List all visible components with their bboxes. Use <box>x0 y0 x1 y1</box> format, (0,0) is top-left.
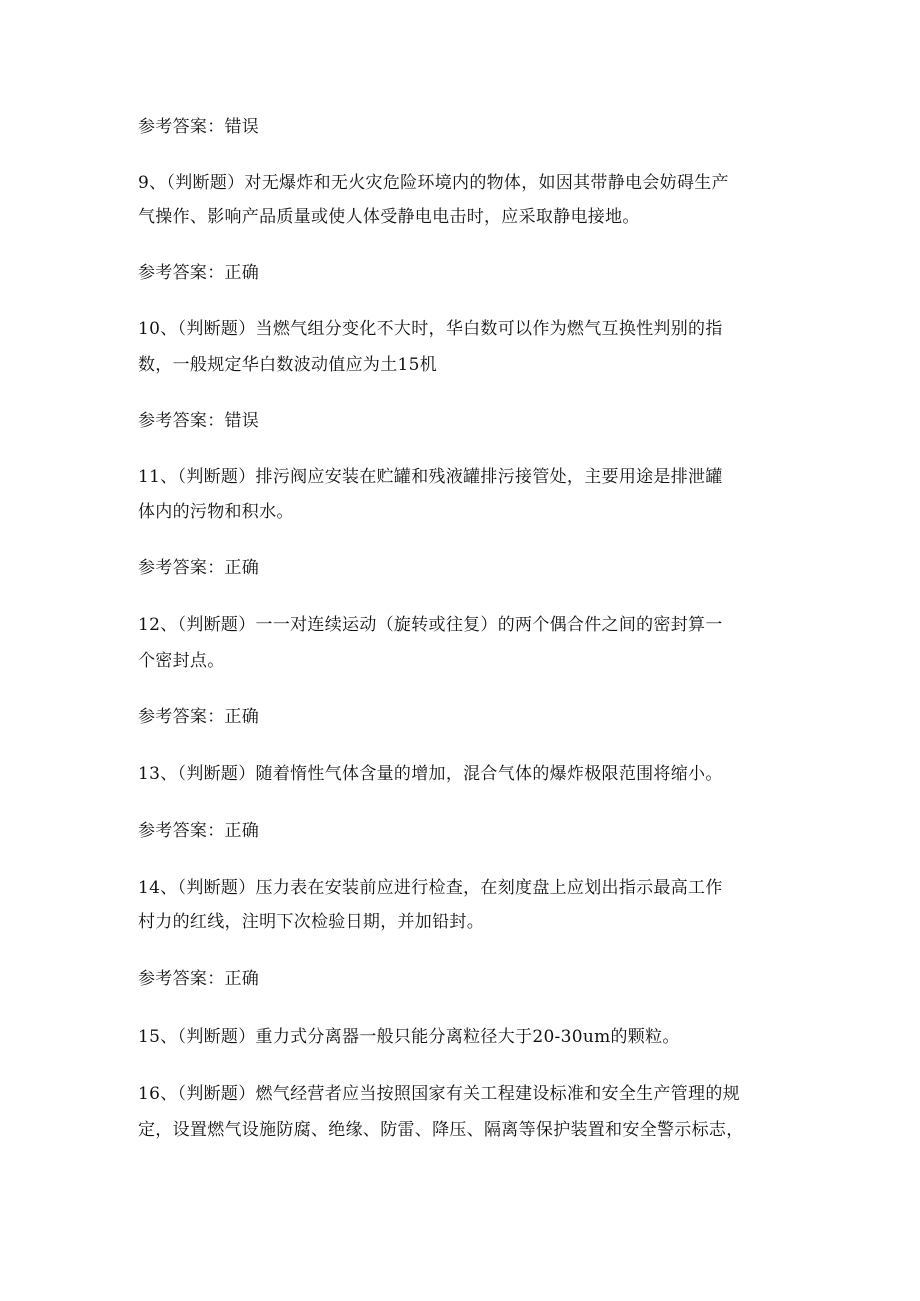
question-12-line-2: 个密封点。 <box>138 651 225 671</box>
question-9-line-2: 气操作、影响产品质量或使人体受静电电击时，应采取静电接地。 <box>138 207 640 227</box>
question-13-line-1: 13、（判断题）随着惰性气体含量的增加，混合气体的爆炸极限范围将缩小。 <box>138 764 723 784</box>
question-15-line-1: 15、（判断题）重力式分离器一般只能分离粒径大于20-30um的颗粒。 <box>138 1027 680 1047</box>
answer-line: 参考答案：错误 <box>138 117 260 137</box>
answer-line: 参考答案：错误 <box>138 411 260 431</box>
question-12-line-1: 12、（判断题）一一对连续运动（旋转或往复）的两个偶合件之间的密封算一 <box>138 615 723 635</box>
question-9-line-1: 9、（判断题）对无爆炸和无火灾危险环境内的物体，如因其带静电会妨碍生产 <box>138 173 729 193</box>
question-14-line-2: 村力的红线，注明下次检验日期，并加铅封。 <box>138 912 484 932</box>
answer-line: 参考答案：正确 <box>138 558 260 578</box>
question-10-line-1: 10、（判断题）当燃气组分变化不大时，华白数可以作为燃气互换性判别的指 <box>138 319 723 339</box>
question-11-line-2: 体内的污物和积水。 <box>138 502 294 522</box>
question-16-line-2: 定，设置燃气设施防腐、绝缘、防雷、降压、隔离等保护装置和安全警示标志， <box>138 1120 744 1140</box>
question-10-line-2: 数，一般规定华白数波动值应为土15机 <box>138 355 438 375</box>
answer-line: 参考答案：正确 <box>138 263 260 283</box>
answer-line: 参考答案：正确 <box>138 969 260 989</box>
question-11-line-1: 11、（判断题）排污阀应安装在贮罐和残液罐排污接管处，主要用途是排泄罐 <box>138 467 723 487</box>
answer-line: 参考答案：正确 <box>138 707 260 727</box>
question-16-line-1: 16、（判断题）燃气经营者应当按照国家有关工程建设标准和安全生产管理的规 <box>138 1084 740 1104</box>
answer-line: 参考答案：正确 <box>138 821 260 841</box>
question-14-line-1: 14、（判断题）压力表在安装前应进行检查，在刻度盘上应划出指示最高工作 <box>138 878 723 898</box>
